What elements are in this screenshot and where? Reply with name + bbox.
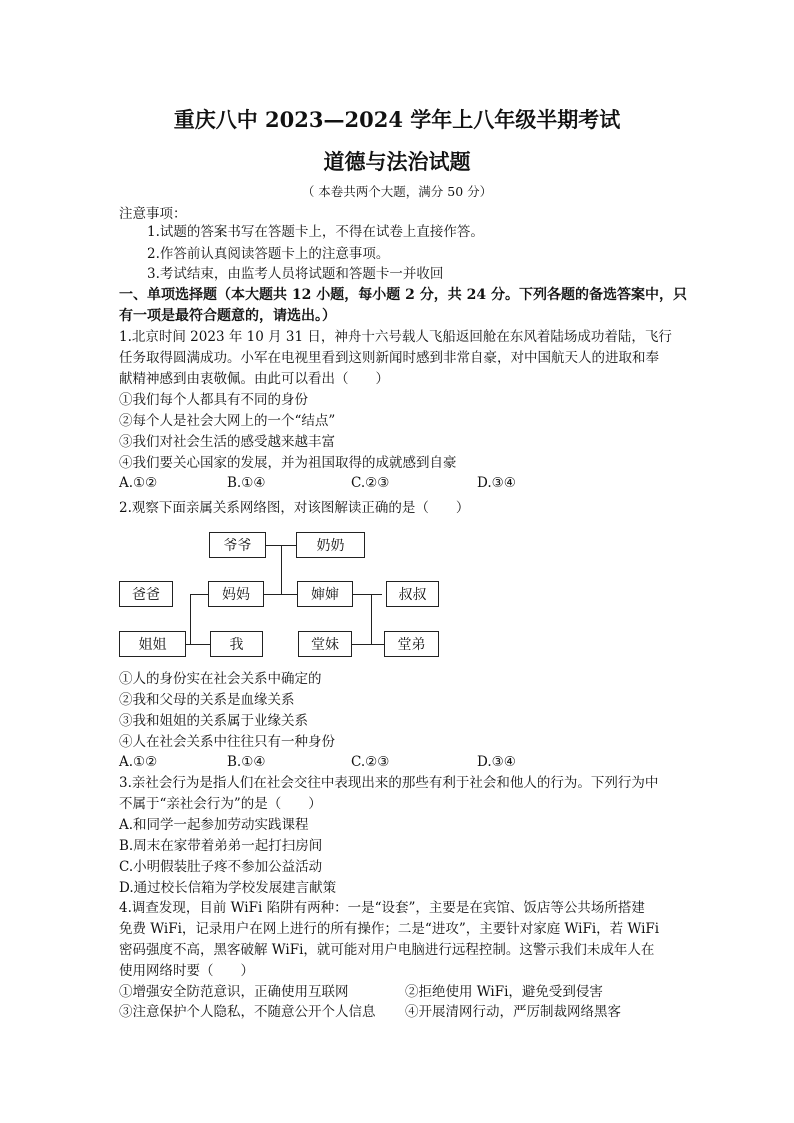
q2-stem: 2.观察下面亲属关系网络图，对该图解读正确的是（ ） [119, 500, 470, 516]
q1-option-a: A.①② [119, 475, 158, 491]
uncle-box: 叔叔 [386, 581, 439, 607]
q4-item-3: ③注意保护个人隐私，不随意公开个人信息 [119, 1004, 376, 1020]
notice-item: 2.作答前认真阅读答题卡上的注意事项。 [147, 246, 390, 262]
q2-item: ③我和姐姐的关系属于业缘关系 [119, 713, 308, 729]
q1-item: ④我们要关心国家的发展，并为祖国取得的成就感到自豪 [119, 455, 457, 471]
q2-item: ④人在社会关系中往往只有一种身份 [119, 734, 335, 750]
sister-box: 姐姐 [119, 631, 186, 657]
section-heading: 一、单项选择题（本大题共 12 小题，每小题 2 分，共 24 分。下列各题的备选答案中，只 [119, 287, 687, 303]
q4-stem-line: 免费 WiFi，记录用户在网上进行的所有操作；二是“进攻”，主要针对家庭 WiFi，若 WiFi [119, 921, 660, 937]
q1-item: ②每个人是社会大网上的一个“结点” [119, 413, 336, 429]
q1-option-b: B.①④ [227, 475, 266, 491]
q2-item: ②我和父母的关系是血缘关系 [119, 692, 295, 708]
aunt-box: 婶婶 [297, 581, 353, 607]
q3-option-c: C.小明假装肚子疼不参加公益活动 [119, 859, 323, 875]
q1-item: ①我们每个人都具有不同的身份 [119, 392, 308, 408]
exam-subject: 道德与法治试题 [323, 149, 471, 174]
cousin-female-box: 堂妹 [298, 631, 352, 657]
q2-option-d: D.③④ [477, 754, 516, 770]
exam-score-note: （ 本卷共两个大题，满分 50 分） [301, 184, 493, 199]
me-box: 我 [210, 631, 263, 657]
notice-heading: 注意事项： [119, 206, 187, 222]
q3-stem-line: 不属于“亲社会行为”的是（ ） [119, 796, 322, 812]
q1-item: ③我们对社会生活的感受越来越丰富 [119, 434, 335, 450]
q4-item-4: ④开展清网行动，严厉制裁网络黑客 [405, 1004, 621, 1020]
q4-item-2: ②拒绝使用 WiFi，避免受到侵害 [405, 984, 603, 1000]
mom-box: 妈妈 [208, 581, 264, 607]
q4-stem-line: 4.调查发现，目前 WiFi 陷阱有两种：一是“设套”，主要是在宾馆、饭店等公共场所搭建 [119, 900, 645, 916]
children-link-right [352, 644, 384, 645]
notice-item: 3.考试结束，由监考人员将试题和答题卡一并收回 [147, 266, 444, 282]
q2-option-c: C.②③ [351, 754, 390, 770]
q1-stem-line: 任务取得圆满成功。小军在电视里看到这则新闻时感到非常自豪，对中国航天人的进取和奉 [119, 350, 659, 366]
q4-stem-line: 使用网络时要（ ） [119, 963, 254, 979]
q2-option-b: B.①④ [227, 754, 266, 770]
right-family-drop [371, 594, 372, 644]
q1-stem-line: 献精神感到由衷敬佩。由此可以看出（ ） [119, 371, 389, 387]
q3-option-d: D.通过校长信箱为学校发展建言献策 [119, 880, 337, 896]
q1-option-d: D.③④ [477, 475, 516, 491]
q1-stem-line: 1.北京时间 2023 年 10 月 31 日，神舟十六号载人飞船返回舱在东风着陆场成功着陆，飞行 [119, 329, 672, 345]
dad-box: 爸爸 [119, 581, 173, 607]
notice-item: 1.试题的答案书写在答题卡上，不得在试卷上直接作答。 [147, 224, 484, 240]
children-link-left [186, 644, 210, 645]
q3-option-b: B.周末在家带着弟弟一起打扫房间 [119, 838, 323, 854]
grandpa-box: 爷爷 [209, 532, 266, 558]
q2-item: ①人的身份实在社会关系中确定的 [119, 671, 322, 687]
q3-option-a: A.和同学一起参加劳动实践课程 [119, 817, 309, 833]
q1-option-c: C.②③ [351, 475, 390, 491]
q3-stem-line: 3.亲社会行为是指人们在社会交往中表现出来的那些有利于社会和他人的行为。下列行为中 [119, 775, 659, 791]
section-heading-cont: 有一项是最符合题意的，请选出。） [119, 308, 336, 324]
q4-item-1: ①增强安全防范意识，正确使用互联网 [119, 984, 349, 1000]
left-family-drop [190, 594, 191, 644]
q2-option-a: A.①② [119, 754, 158, 770]
q4-stem-line: 密码强度不高，黑客破解 WiFi，就可能对用户电脑进行远程控制。这警示我们未成年人在 [119, 942, 655, 958]
grandma-box: 奶奶 [296, 532, 365, 558]
cousin-male-box: 堂弟 [384, 631, 439, 657]
grandparent-drop [281, 545, 282, 594]
exam-title: 重庆八中 2023—2024 学年上八年级半期考试 [173, 107, 621, 132]
